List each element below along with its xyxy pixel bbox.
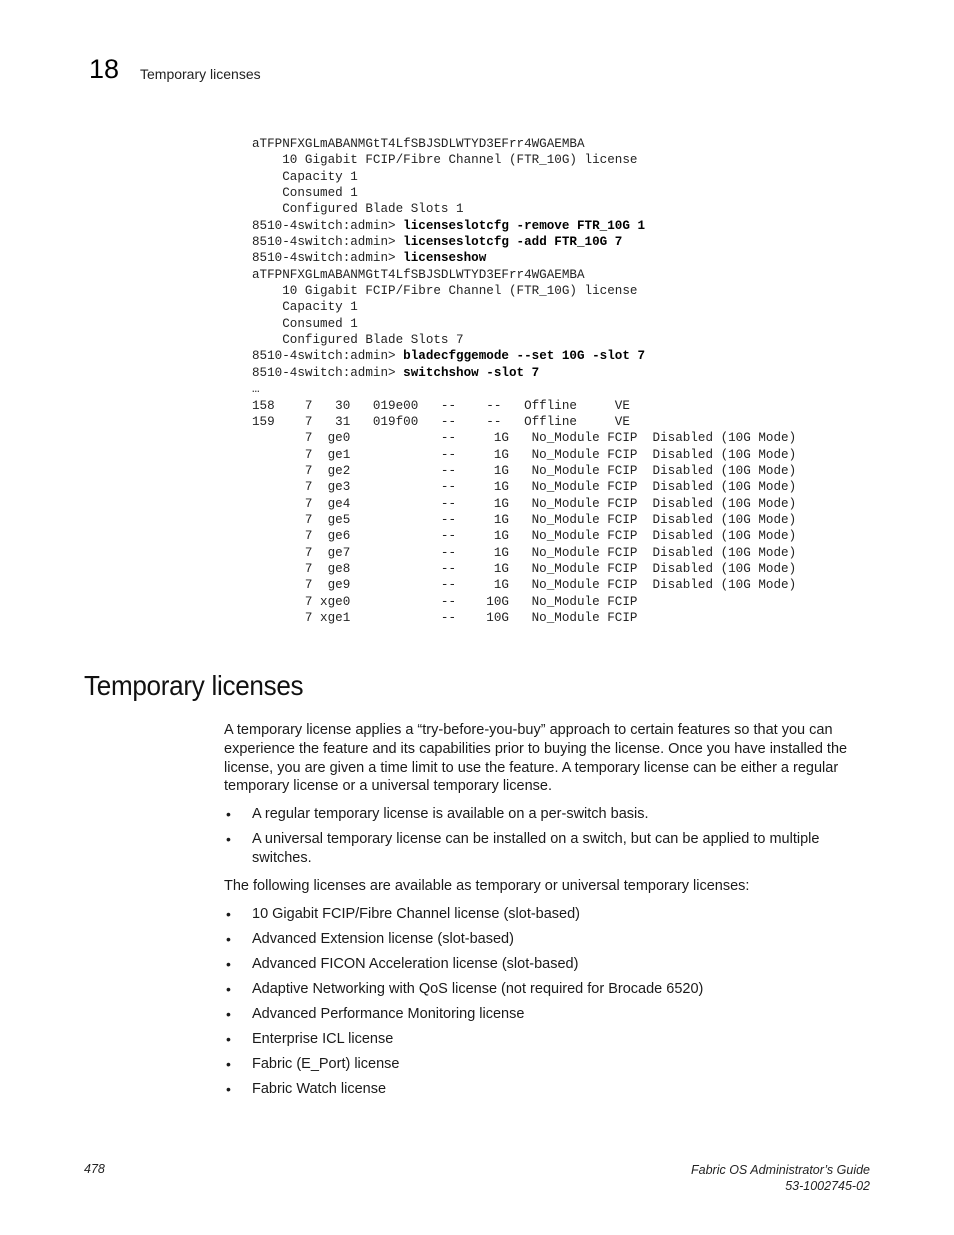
code-line: 8510-4switch:admin> licenseshow [252,251,487,266]
bullet-icon: • [226,1055,231,1072]
code-line: 7 ge6 -- 1G No_Module FCIP Disabled (10G Mode) [252,529,797,544]
code-line: 159 7 31 019f00 -- -- Offline VE [252,414,630,429]
bullet-icon: • [226,830,231,847]
code-line: Consumed 1 [252,186,358,201]
doc-title: Fabric OS Administrator’s Guide [691,1163,870,1177]
bullet-icon: • [226,1030,231,1047]
code-line: 7 ge7 -- 1G No_Module FCIP Disabled (10G Mode) [252,545,797,560]
list-item: • A regular temporary license is available on a per-switch basis. [226,806,649,822]
lead-in-text: The following licenses are available as temporary or universal temporary licenses: [224,878,750,894]
code-line: 7 ge5 -- 1G No_Module FCIP Disabled (10G Mode) [252,512,797,527]
command-text: licenseslotcfg -remove FTR_10G 1 [403,218,645,233]
doc-number: 53-1002745-02 [785,1179,870,1193]
bullet-icon: • [226,1080,231,1097]
list-item: • A universal temporary license can be installed on a switch, but can be applied to multiple switches. [226,830,820,866]
code-line: Configured Blade Slots 1 [252,202,464,217]
code-line: 8510-4switch:admin> switchshow -slot 7 [252,365,540,380]
code-line: Configured Blade Slots 7 [252,333,464,348]
code-line: 7 ge2 -- 1G No_Module FCIP Disabled (10G Mode) [252,463,797,478]
bullet-icon: • [226,1005,231,1022]
intro-paragraph [224,721,874,796]
code-line: 7 ge8 -- 1G No_Module FCIP Disabled (10G Mode) [252,561,797,576]
list-item: • Advanced Performance Monitoring license [226,1005,525,1022]
code-line: aTFPNFXGLmABANMGtT4LfSBJSDLWTYD3EFrr4WGAEMBA [252,137,585,151]
code-line: 7 ge1 -- 1G No_Module FCIP Disabled (10G Mode) [252,447,797,462]
code-line: Capacity 1 [252,169,358,184]
lead-in-paragraph [224,877,874,896]
code-line: 7 ge3 -- 1G No_Module FCIP Disabled (10G Mode) [252,480,797,495]
list-item: • Fabric (E_Port) license [226,1055,400,1072]
bullet-icon: • [226,980,231,997]
page-number: 478 [84,1162,105,1176]
code-line: 7 xge1 -- 10G No_Module FCIP [252,610,638,625]
code-line: aTFPNFXGLmABANMGtT4LfSBJSDLWTYD3EFrr4WGAEMBA [252,267,585,282]
list-item: • Advanced Extension license (slot-based) [226,930,514,947]
list-item: • Fabric Watch license [226,1080,387,1097]
available-licenses-list [224,905,874,1105]
intro-text: A temporary license applies a “try-before-you-buy” approach to certain features so that you can experience the feature and its capabilities prior to buying the license. Once you have installed the license, you are given a time limit to use the feature. A temporary license can be either a regular temporary license or a universal temporary license. [224,722,848,795]
code-line: 7 ge9 -- 1G No_Module FCIP Disabled (10G Mode) [252,578,797,593]
list-item: • 10 Gigabit FCIP/Fibre Channel license (slot-based) [226,906,581,922]
code-line: 10 Gigabit FCIP/Fibre Channel (FTR_10G) license [252,284,638,299]
code-line: 8510-4switch:admin> licenseslotcfg -remove FTR_10G 1 [252,218,645,233]
code-line: Capacity 1 [252,300,358,315]
list-item: • Enterprise ICL license [226,1030,394,1047]
license-type-list [224,805,874,867]
code-line: 7 xge0 -- 10G No_Module FCIP [252,594,638,609]
code-line: 8510-4switch:admin> licenseslotcfg -add FTR_10G 7 [252,235,623,250]
chapter-number: 18 [89,54,120,84]
chapter-title: Temporary licenses [140,66,261,82]
command-text: licenseshow [403,251,487,266]
code-line: 7 ge0 -- 1G No_Module FCIP Disabled (10G Mode) [252,431,797,446]
code-line: Consumed 1 [252,316,358,331]
code-line: … [252,382,260,397]
footer-doc-info [691,1162,870,1194]
cli-example-block [252,136,796,626]
list-item: • Adaptive Networking with QoS license (not required for Brocade 6520) [226,980,704,997]
bullet-icon: • [226,806,231,822]
command-text: bladecfggemode --set 10G -slot 7 [403,349,645,364]
code-line: 10 Gigabit FCIP/Fibre Channel (FTR_10G) license [252,153,638,168]
command-text: licenseslotcfg -add FTR_10G 7 [403,235,623,250]
command-text: switchshow -slot 7 [403,365,540,380]
list-item: • Advanced FICON Acceleration license (slot-based) [226,955,579,972]
code-line: 7 ge4 -- 1G No_Module FCIP Disabled (10G Mode) [252,496,797,511]
code-line: 158 7 30 019e00 -- -- Offline VE [252,398,630,413]
code-line: 8510-4switch:admin> bladecfggemode --set 10G -slot 7 [252,349,645,364]
bullet-icon: • [226,930,231,947]
bullet-icon: • [226,955,231,972]
section-heading: Temporary licenses [84,670,304,701]
bullet-icon: • [226,906,231,922]
